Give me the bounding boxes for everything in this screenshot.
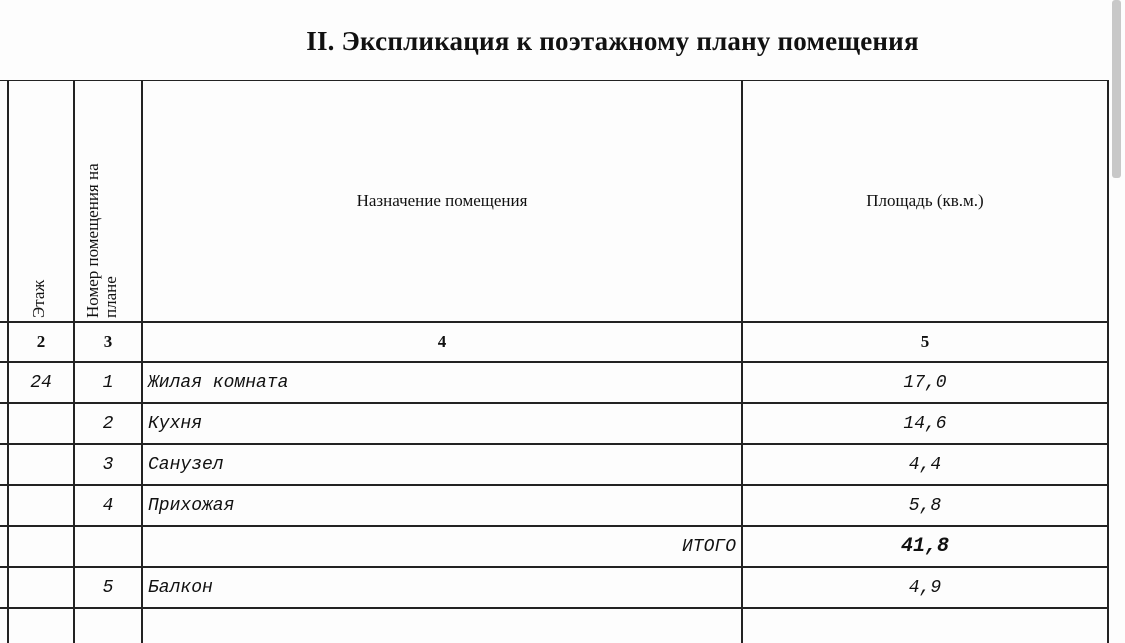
row-room-number: 5 (102, 577, 114, 598)
row-room-number: 4 (102, 495, 114, 516)
row-room-area: 17,0 (903, 372, 947, 393)
row-room-number: 2 (102, 413, 114, 434)
row-room-number: 3 (102, 454, 114, 475)
row-room-area: 4,9 (908, 577, 942, 598)
document-title: II. Экспликация к поэтажному плану помещения (306, 26, 919, 56)
column-number: 5 (920, 332, 930, 351)
total-label: ИТОГО (681, 536, 736, 557)
row-room-name: Балкон (148, 577, 213, 598)
row-room-area: 5,8 (908, 495, 942, 516)
explication-table (0, 80, 1125, 643)
row-room-area: 4,4 (908, 454, 942, 475)
total-value: 41,8 (900, 535, 949, 558)
row-room-name: Прихожая (148, 495, 235, 516)
header-room-number: Номер помещения на плане (83, 163, 120, 318)
header-purpose: Назначение помещения (356, 191, 528, 210)
column-number: 4 (437, 332, 447, 351)
column-number: 3 (103, 332, 113, 351)
header-floor: Этаж (29, 279, 48, 318)
row-room-name: Жилая комната (148, 372, 289, 393)
row-room-name: Кухня (148, 413, 203, 434)
row-room-area: 14,6 (903, 413, 947, 434)
column-number: 2 (36, 332, 46, 351)
row-room-number: 1 (102, 372, 114, 393)
row-floor: 24 (30, 372, 52, 393)
row-room-name: Санузел (148, 454, 224, 475)
header-area: Площадь (кв.м.) (866, 191, 984, 210)
